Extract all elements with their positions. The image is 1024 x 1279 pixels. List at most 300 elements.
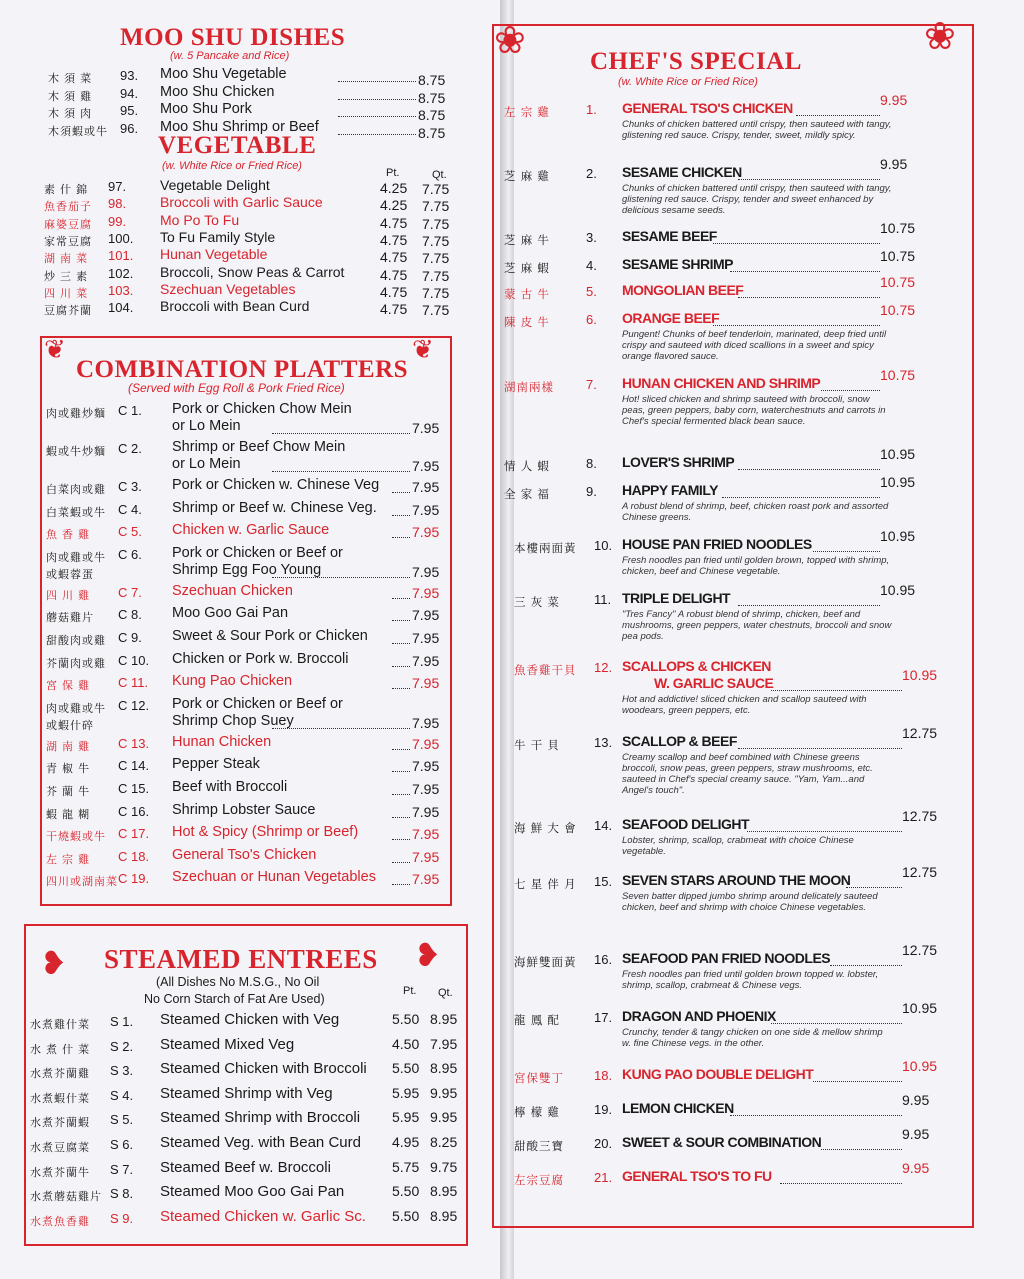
combo-subtitle: (Served with Egg Roll & Pork Fried Rice) bbox=[128, 381, 345, 395]
menu-item-name: Pork or Chicken or Beef or bbox=[172, 695, 343, 712]
menu-item-chinese: 炒 三 素 bbox=[44, 270, 89, 283]
menu-item-price: 8.75 bbox=[418, 89, 446, 106]
menu-item-name: SEAFOOD PAN FRIED NOODLES bbox=[622, 950, 831, 966]
menu-item-name: Szechuan Chicken bbox=[172, 582, 293, 599]
menu-item-price: 7.95 bbox=[412, 781, 440, 797]
menu-item-price: 10.95 bbox=[880, 446, 916, 462]
menu-item-chinese: 左 宗 雞 bbox=[46, 853, 91, 866]
menu-item-number: C 10. bbox=[118, 652, 150, 668]
menu-item-leader bbox=[771, 678, 902, 691]
menu-item-name: Steamed Shrimp with Veg bbox=[160, 1084, 333, 1102]
steamed-note-line-1: (All Dishes No M.S.G., No Oil bbox=[156, 975, 320, 989]
menu-item-leader bbox=[392, 480, 410, 493]
floral-ornament-icon: ❀ bbox=[924, 16, 956, 58]
menu-item-number: C 13. bbox=[118, 735, 150, 751]
menu-item-price-pint: 4.75 bbox=[380, 266, 408, 283]
menu-item-price-quart: 7.75 bbox=[422, 198, 450, 215]
menu-item-price-pint: 5.50 bbox=[392, 1011, 420, 1027]
menu-item-price-pint: 5.95 bbox=[392, 1084, 420, 1101]
menu-item-price-quart: 9.95 bbox=[430, 1084, 458, 1101]
menu-item-leader bbox=[272, 459, 410, 472]
menu-item-price: 7.95 bbox=[412, 652, 440, 669]
menu-item-name: SESAME SHRIMP bbox=[622, 256, 733, 272]
menu-item-number: 8. bbox=[586, 456, 597, 471]
menu-item-description: Chunks of chicken battered until crispy, then sauteed with tangy, glistening red sauce. Crispy, tender and sweet enhanced by delicious sesame seeds. bbox=[622, 183, 892, 216]
menu-item-number: 96. bbox=[120, 120, 139, 136]
menu-item-name: TRIPLE DELIGHT bbox=[622, 590, 731, 606]
menu-item-price: 12.75 bbox=[902, 864, 938, 880]
menu-item-description: Hot! sliced chicken and shrimp sauteed with broccoli, snow peas, green peppers, baby corn, waterchestnuts and carrots in Chef's special fermented black bean sauce. bbox=[622, 394, 886, 427]
menu-item-number: 17. bbox=[594, 1010, 613, 1025]
menu-item-chinese: 四 川 雞 bbox=[46, 589, 91, 602]
menu-item-price-quart: 8.95 bbox=[430, 1011, 458, 1027]
menu-item-name: Shrimp or Beef w. Chinese Veg. bbox=[172, 499, 377, 516]
menu-item-chinese: 芝 麻 雞 bbox=[504, 171, 550, 183]
menu-item-leader bbox=[338, 104, 416, 117]
menu-item-chinese: 青 椒 牛 bbox=[46, 763, 91, 776]
menu-item-number: 3. bbox=[586, 230, 597, 245]
menu-item-name: HUNAN CHICKEN AND SHRIMP bbox=[622, 375, 821, 391]
menu-item-number: C 3. bbox=[118, 479, 142, 494]
menu-item-chinese: 宮保雙丁 bbox=[514, 1073, 564, 1085]
menu-item-chinese: 四 川 菜 bbox=[44, 287, 89, 300]
menu-item-name-cont: W. GARLIC SAUCE bbox=[654, 675, 774, 691]
menu-item-price-quart: 7.75 bbox=[422, 250, 450, 267]
menu-item-leader bbox=[730, 259, 880, 272]
menu-item-number: 5. bbox=[586, 284, 597, 299]
menu-item-chinese: 左 宗 雞 bbox=[504, 107, 550, 119]
menu-item-chinese: 芝 麻 蝦 bbox=[504, 263, 550, 275]
menu-item-price: 7.95 bbox=[412, 826, 440, 843]
menu-item-number: S 8. bbox=[110, 1186, 134, 1202]
menu-item-chinese: 蘑菇雞片 bbox=[46, 612, 94, 625]
menu-item-leader bbox=[821, 378, 880, 391]
menu-item-chinese: 魚香雞干貝 bbox=[514, 665, 577, 677]
menu-item-leader bbox=[338, 122, 416, 135]
menu-item-price-quart: 7.75 bbox=[422, 181, 450, 197]
menu-item-price: 7.95 bbox=[412, 675, 440, 692]
menu-item-name: Hot & Spicy (Shrimp or Beef) bbox=[172, 824, 359, 841]
menu-item-description: Fresh noodles pan fried until golden brown topped w. lobster, shrimp, scallop, crabmeat & Chinese vegs. bbox=[622, 969, 879, 991]
menu-item-number: 14. bbox=[594, 818, 613, 833]
menu-item-price-quart: 7.75 bbox=[422, 215, 450, 232]
menu-item-leader bbox=[796, 103, 880, 116]
menu-item-leader bbox=[392, 676, 410, 689]
menu-item-chinese: 白菜蝦或牛 bbox=[46, 506, 106, 519]
chef-title: CHEF'S SPECIAL bbox=[590, 48, 802, 75]
menu-item-name: LEMON CHICKEN bbox=[622, 1100, 734, 1116]
menu-item-name-cont: Shrimp Egg Foo Young bbox=[172, 561, 322, 578]
menu-item-price: 10.95 bbox=[880, 528, 916, 544]
menu-item-name-cont: Shrimp Chop Suey bbox=[172, 712, 294, 729]
menu-item-name: ORANGE BEEF bbox=[622, 310, 720, 326]
menu-item-price-quart: 9.75 bbox=[430, 1158, 458, 1175]
menu-item-name: Moo Shu Shrimp or Beef bbox=[160, 118, 319, 135]
menu-item-name: SESAME BEEF bbox=[622, 228, 717, 244]
menu-item-name: Shrimp or Beef Chow Mein bbox=[172, 439, 346, 455]
menu-item-leader bbox=[392, 631, 410, 644]
menu-item-price-quart: 8.95 bbox=[430, 1183, 458, 1200]
menu-item-price-quart: 8.95 bbox=[430, 1060, 458, 1077]
menu-item-description: "Tres Fancy" A robust blend of shrimp, chicken, beef and mushrooms, green peppers, water chestnuts, broccoli and snow pea pods. bbox=[622, 609, 892, 642]
menu-item-price: 7.95 bbox=[412, 735, 440, 752]
menu-item-leader bbox=[713, 231, 880, 244]
menu-item-number: C 15. bbox=[118, 781, 150, 796]
menu-item-price: 10.75 bbox=[880, 367, 916, 383]
menu-item-price: 9.95 bbox=[880, 92, 908, 108]
menu-item-number: C 17. bbox=[118, 826, 150, 842]
menu-item-price: 10.75 bbox=[880, 220, 916, 236]
menu-item-number: C 1. bbox=[118, 403, 142, 418]
menu-item-price-pint: 4.75 bbox=[380, 214, 408, 231]
menu-item-price: 9.95 bbox=[902, 1092, 930, 1108]
steamed-qt-header: Qt. bbox=[438, 987, 453, 999]
menu-item-name: Beef with Broccoli bbox=[172, 779, 288, 795]
menu-item-number: 94. bbox=[120, 85, 139, 101]
menu-item-chinese: 豆腐芥蘭 bbox=[44, 305, 92, 318]
menu-item-price: 7.95 bbox=[412, 458, 440, 474]
menu-item-price-pint: 5.50 bbox=[392, 1207, 420, 1224]
menu-item-description: A robust blend of shrimp, beef, chicken roast pork and assorted Chinese greens. bbox=[622, 501, 889, 523]
menu-item-leader bbox=[392, 850, 410, 863]
menu-item-name: Moo Shu Chicken bbox=[160, 83, 275, 100]
menu-item-leader bbox=[392, 525, 410, 538]
menu-item-name: GENERAL TSO'S TO FU bbox=[622, 1168, 772, 1184]
menu-item-name: Steamed Moo Goo Gai Pan bbox=[160, 1183, 345, 1201]
menu-item-name: Chicken w. Garlic Sauce bbox=[172, 522, 330, 539]
menu-item-chinese: 水煮芥蘭蝦 bbox=[30, 1117, 90, 1130]
steamed-title: STEAMED ENTREES bbox=[104, 944, 378, 974]
menu-item-price-pint: 4.75 bbox=[380, 283, 408, 300]
heart-ornament-icon: ❥ bbox=[414, 937, 441, 973]
menu-item-number: C 14. bbox=[118, 758, 150, 774]
menu-item-leader bbox=[338, 87, 416, 100]
menu-item-leader bbox=[272, 716, 410, 729]
menu-item-leader bbox=[722, 485, 880, 498]
menu-item-leader bbox=[813, 539, 880, 552]
menu-item-price: 9.95 bbox=[902, 1160, 930, 1176]
menu-item-number: C 4. bbox=[118, 501, 142, 517]
menu-item-leader bbox=[392, 782, 410, 795]
menu-item-price-quart: 7.95 bbox=[430, 1035, 458, 1052]
menu-item-name: Hunan Vegetable bbox=[160, 246, 268, 263]
menu-item-name: Steamed Chicken w. Garlic Sc. bbox=[160, 1207, 366, 1225]
menu-item-name: Moo Shu Pork bbox=[160, 101, 252, 117]
moo-shu-subtitle: (w. 5 Pancake and Rice) bbox=[170, 50, 290, 62]
menu-item-chinese: 或蝦蓉蛋 bbox=[46, 568, 94, 581]
menu-item-price: 7.95 bbox=[412, 848, 440, 865]
menu-item-number: 93. bbox=[120, 68, 139, 83]
menu-item-chinese: 蒙 古 牛 bbox=[504, 289, 550, 301]
menu-item-description: Fresh noodles pan fried until golden brown, topped with shrimp, chicken, beef and Chinese vegetable. bbox=[622, 555, 890, 577]
menu-right-page bbox=[494, 0, 1024, 1279]
menu-item-price-pint: 5.50 bbox=[392, 1060, 420, 1077]
menu-item-number: C 18. bbox=[118, 848, 150, 864]
menu-item-leader bbox=[392, 737, 410, 750]
menu-item-price: 10.95 bbox=[880, 582, 916, 598]
menu-item-chinese: 湖 南 菜 bbox=[44, 253, 89, 266]
menu-item-chinese: 海鮮雙面黃 bbox=[514, 957, 577, 969]
menu-item-chinese: 水煮蝦什菜 bbox=[30, 1092, 90, 1105]
menu-left-page bbox=[0, 0, 500, 1279]
menu-item-number: 4. bbox=[586, 258, 597, 273]
menu-item-name: HOUSE PAN FRIED NOODLES bbox=[622, 536, 812, 552]
menu-item-number: 13. bbox=[594, 735, 613, 750]
menu-item-leader bbox=[713, 313, 880, 326]
menu-item-number: C 9. bbox=[118, 630, 142, 645]
menu-item-price: 9.95 bbox=[880, 156, 908, 172]
menu-item-number: 11. bbox=[594, 592, 612, 607]
menu-item-price: 7.95 bbox=[412, 479, 440, 495]
menu-item-number: C 8. bbox=[118, 607, 142, 623]
menu-item-leader bbox=[392, 608, 410, 621]
menu-item-price: 10.75 bbox=[880, 302, 916, 318]
menu-item-number: C 5. bbox=[118, 524, 142, 540]
menu-item-number: 7. bbox=[586, 377, 597, 392]
steamed-note-line-2: No Corn Starch of Fat Are Used) bbox=[144, 992, 325, 1006]
menu-item-number: S 6. bbox=[110, 1137, 134, 1152]
vegetable-title: VEGETABLE bbox=[158, 132, 317, 159]
menu-item-description: Crunchy, tender & tangy chicken on one side & mellow shrimp w. fine Chinese vegs. in the other. bbox=[622, 1027, 883, 1049]
menu-item-leader bbox=[821, 1137, 902, 1150]
menu-item-number: 100. bbox=[108, 230, 134, 246]
menu-item-price-pint: 4.75 bbox=[380, 301, 408, 318]
menu-item-number: 21. bbox=[594, 1170, 613, 1185]
menu-item-chinese: 蝦 龍 糊 bbox=[46, 808, 91, 821]
menu-item-chinese: 水煮豆腐菜 bbox=[30, 1142, 90, 1154]
menu-item-number: S 3. bbox=[110, 1063, 134, 1079]
menu-item-chinese: 四川或湖南菜 bbox=[46, 876, 118, 889]
menu-item-price-pint: 4.50 bbox=[392, 1035, 420, 1052]
menu-item-description: Seven batter dipped jumbo shrimp around delicately sauteed chicken, beef and shrimp with choice Chinese vegetables. bbox=[622, 891, 878, 913]
menu-item-name: Steamed Chicken with Veg bbox=[160, 1011, 340, 1028]
menu-item-price: 10.95 bbox=[902, 1000, 938, 1016]
menu-item-chinese: 檸 檬 雞 bbox=[514, 1107, 560, 1119]
menu-item-leader bbox=[392, 827, 410, 840]
menu-item-leader bbox=[738, 285, 880, 298]
menu-item-price: 12.75 bbox=[902, 725, 938, 741]
menu-item-name: Moo Shu Vegetable bbox=[160, 66, 287, 82]
menu-item-price-pint: 4.25 bbox=[380, 197, 408, 214]
menu-item-leader bbox=[846, 875, 902, 888]
menu-item-chinese: 或蝦什碎 bbox=[46, 719, 94, 732]
menu-item-description: Pungent! Chunks of beef tenderloin, marinated, deep fried until crispy and sauteed with diced scallions in a sweet and spicy orange flavored sauce. bbox=[622, 329, 887, 362]
menu-item-price: 7.95 bbox=[412, 501, 440, 518]
menu-item-chinese: 全 家 福 bbox=[504, 489, 550, 501]
menu-item-price-quart: 7.75 bbox=[422, 267, 450, 284]
menu-item-leader bbox=[738, 736, 902, 749]
menu-item-price: 10.95 bbox=[902, 667, 938, 683]
menu-item-number: 18. bbox=[594, 1068, 613, 1083]
menu-item-number: 97. bbox=[108, 179, 127, 194]
flourish-ornament-icon: ❦ bbox=[44, 334, 66, 364]
menu-item-price: 7.95 bbox=[412, 758, 440, 775]
menu-item-name: SWEET & SOUR COMBINATION bbox=[622, 1134, 822, 1150]
menu-item-chinese: 肉或雞或牛 bbox=[46, 702, 106, 715]
menu-item-chinese: 芥 蘭 牛 bbox=[46, 786, 91, 798]
menu-item-name: SCALLOP & BEEF bbox=[622, 733, 737, 749]
menu-item-number: C 16. bbox=[118, 803, 150, 819]
menu-item-name: GENERAL TSO'S CHICKEN bbox=[622, 100, 793, 116]
menu-item-name: To Fu Family Style bbox=[160, 228, 276, 245]
menu-item-price: 7.95 bbox=[412, 630, 440, 646]
menu-item-leader bbox=[730, 1103, 902, 1116]
menu-item-chinese: 家常豆腐 bbox=[44, 235, 92, 248]
menu-item-price: 7.95 bbox=[412, 607, 440, 624]
menu-item-chinese: 水煮蘑菇雞片 bbox=[30, 1191, 102, 1204]
menu-item-price: 10.95 bbox=[880, 474, 916, 490]
menu-item-chinese: 麻婆豆腐 bbox=[44, 218, 92, 231]
floral-ornament-icon: ❀ bbox=[494, 20, 526, 62]
combo-title: COMBINATION PLATTERS bbox=[76, 356, 409, 383]
menu-item-chinese: 肉或雞炒麵 bbox=[46, 408, 106, 420]
menu-item-chinese: 水煮魚香雞 bbox=[30, 1215, 90, 1228]
menu-item-chinese: 水煮雞什菜 bbox=[30, 1019, 90, 1031]
vegetable-pt-header: Pt. bbox=[386, 167, 400, 179]
menu-item-chinese: 肉或雞或牛 bbox=[46, 551, 106, 564]
menu-item-chinese: 芥蘭肉或雞 bbox=[46, 657, 106, 670]
menu-item-price: 7.95 bbox=[412, 563, 440, 580]
menu-item-chinese: 左宗豆腐 bbox=[514, 1175, 564, 1187]
menu-item-chinese: 白菜肉或雞 bbox=[46, 484, 106, 496]
menu-item-chinese: 木 須 菜 bbox=[48, 73, 93, 85]
menu-item-price-pint: 4.75 bbox=[380, 231, 408, 248]
menu-item-price: 10.95 bbox=[902, 1058, 938, 1074]
menu-item-name: Moo Goo Gai Pan bbox=[172, 605, 289, 622]
menu-item-number: C 7. bbox=[118, 584, 142, 600]
menu-item-name: Kung Pao Chicken bbox=[172, 673, 293, 690]
menu-item-leader bbox=[392, 586, 410, 599]
menu-item-leader bbox=[392, 503, 410, 516]
menu-item-chinese: 宮 保 雞 bbox=[46, 680, 91, 693]
menu-item-leader bbox=[780, 1171, 902, 1184]
menu-item-number: 2. bbox=[586, 166, 597, 181]
menu-item-name: Steamed Mixed Veg bbox=[160, 1035, 295, 1053]
menu-item-leader bbox=[738, 457, 880, 470]
menu-item-leader bbox=[813, 1069, 902, 1082]
menu-item-price-pint: 5.50 bbox=[392, 1183, 420, 1200]
menu-item-leader bbox=[771, 1011, 902, 1024]
menu-item-name: General Tso's Chicken bbox=[172, 846, 317, 863]
menu-item-number: 98. bbox=[108, 196, 127, 212]
menu-item-price: 7.95 bbox=[412, 524, 440, 541]
menu-item-leader bbox=[338, 69, 416, 82]
menu-item-chinese: 素 什 錦 bbox=[44, 184, 89, 196]
menu-item-name: Shrimp Lobster Sauce bbox=[172, 801, 316, 818]
menu-item-number: S 1. bbox=[110, 1014, 134, 1029]
vegetable-qt-header: Qt. bbox=[432, 169, 447, 181]
menu-item-name: Steamed Veg. with Bean Curd bbox=[160, 1134, 361, 1151]
menu-item-leader bbox=[392, 872, 410, 885]
menu-item-name: Broccoli with Bean Curd bbox=[160, 298, 310, 315]
menu-item-leader bbox=[747, 819, 903, 832]
steamed-pt-header: Pt. bbox=[403, 985, 417, 997]
moo-shu-title: MOO SHU DISHES bbox=[120, 24, 346, 51]
menu-item-name: Pork or Chicken Chow Mein bbox=[172, 401, 352, 417]
menu-item-price-pint: 5.95 bbox=[392, 1109, 420, 1126]
menu-item-leader bbox=[392, 654, 410, 667]
menu-item-chinese: 芝 麻 牛 bbox=[504, 235, 550, 247]
menu-item-name: Pork or Chicken w. Chinese Veg bbox=[172, 477, 380, 493]
menu-item-chinese: 水煮芥蘭牛 bbox=[30, 1166, 90, 1179]
menu-item-price-quart: 8.25 bbox=[430, 1134, 458, 1150]
menu-item-description: Lobster, shrimp, scallop, crabmeat with choice Chinese vegetable. bbox=[622, 835, 854, 857]
menu-item-leader bbox=[392, 759, 410, 772]
menu-item-price-pint: 4.95 bbox=[392, 1134, 420, 1150]
menu-item-number: 19. bbox=[594, 1102, 613, 1117]
menu-item-price-quart: 9.95 bbox=[430, 1109, 458, 1126]
menu-item-name: SCALLOPS & CHICKEN bbox=[622, 658, 771, 674]
menu-item-price-quart: 8.95 bbox=[430, 1207, 458, 1224]
menu-item-name: Mo Po To Fu bbox=[160, 211, 240, 228]
menu-item-number: 12. bbox=[594, 660, 613, 675]
menu-item-number: 104. bbox=[108, 300, 134, 316]
menu-item-name: SEAFOOD DELIGHT bbox=[622, 816, 750, 832]
menu-item-name: Chicken or Pork w. Broccoli bbox=[172, 650, 349, 667]
menu-item-name: KUNG PAO DOUBLE DELIGHT bbox=[622, 1066, 814, 1082]
menu-item-number: C 2. bbox=[118, 441, 142, 456]
menu-item-name: Hunan Chicken bbox=[172, 733, 272, 750]
menu-item-price: 7.95 bbox=[412, 714, 440, 731]
menu-item-number: S 7. bbox=[110, 1161, 134, 1177]
menu-item-name: SEVEN STARS AROUND THE MOON bbox=[622, 872, 851, 888]
chef-subtitle: (w. White Rice or Fried Rice) bbox=[618, 76, 758, 88]
menu-item-number: S 4. bbox=[110, 1087, 134, 1103]
menu-item-price: 8.75 bbox=[418, 124, 446, 141]
menu-item-leader bbox=[738, 167, 880, 180]
menu-item-chinese: 魚香茄子 bbox=[44, 201, 92, 214]
menu-item-number: C 11. bbox=[118, 675, 149, 691]
menu-item-price: 12.75 bbox=[902, 942, 938, 958]
menu-item-chinese: 牛 干 貝 bbox=[514, 740, 560, 752]
menu-item-price: 8.75 bbox=[418, 107, 446, 123]
menu-item-leader bbox=[738, 593, 880, 606]
menu-item-name: LOVER'S SHRIMP bbox=[622, 454, 735, 470]
menu-item-number: 6. bbox=[586, 312, 597, 327]
menu-item-name: Sweet & Sour Pork or Chicken bbox=[172, 628, 368, 644]
menu-item-price: 12.75 bbox=[902, 808, 938, 824]
menu-item-chinese: 水煮芥蘭雞 bbox=[30, 1068, 90, 1081]
menu-item-chinese: 甜酸肉或雞 bbox=[46, 635, 106, 647]
menu-item-chinese: 陳 皮 牛 bbox=[504, 317, 550, 329]
menu-item-price: 7.95 bbox=[412, 420, 440, 436]
menu-item-price: 10.75 bbox=[880, 274, 916, 290]
menu-item-price: 9.95 bbox=[902, 1126, 930, 1142]
menu-item-chinese: 木須蝦或牛 bbox=[48, 125, 108, 138]
menu-item-chinese: 木 須 肉 bbox=[48, 108, 93, 120]
menu-item-leader bbox=[272, 421, 410, 434]
menu-item-chinese: 湖 南 雞 bbox=[46, 740, 91, 753]
menu-item-chinese: 七 星 伴 月 bbox=[514, 879, 577, 891]
menu-item-number: 99. bbox=[108, 213, 127, 229]
menu-item-name: Pork or Chicken or Beef or bbox=[172, 544, 343, 561]
menu-item-number: S 5. bbox=[110, 1112, 134, 1128]
menu-item-number: 16. bbox=[594, 952, 613, 967]
menu-item-number: 1. bbox=[586, 102, 597, 117]
menu-item-name-cont: or Lo Mein bbox=[172, 418, 241, 434]
menu-item-number: C 12. bbox=[118, 697, 150, 713]
menu-item-price: 8.75 bbox=[418, 72, 446, 88]
menu-item-chinese: 水 煮 什 菜 bbox=[30, 1043, 91, 1056]
menu-item-name: Steamed Shrimp with Broccoli bbox=[160, 1109, 361, 1127]
menu-item-chinese: 甜酸三寶 bbox=[514, 1141, 564, 1153]
menu-item-number: 20. bbox=[594, 1136, 613, 1151]
menu-item-number: 101. bbox=[108, 248, 134, 264]
menu-item-name: Szechuan or Hunan Vegetables bbox=[172, 869, 376, 886]
menu-item-name: SESAME CHICKEN bbox=[622, 164, 742, 180]
menu-item-description: Hot and addictive! sliced chicken and scallop sauteed with woodears, green peppers, etc. bbox=[622, 694, 867, 716]
menu-item-price-quart: 7.75 bbox=[422, 232, 450, 249]
